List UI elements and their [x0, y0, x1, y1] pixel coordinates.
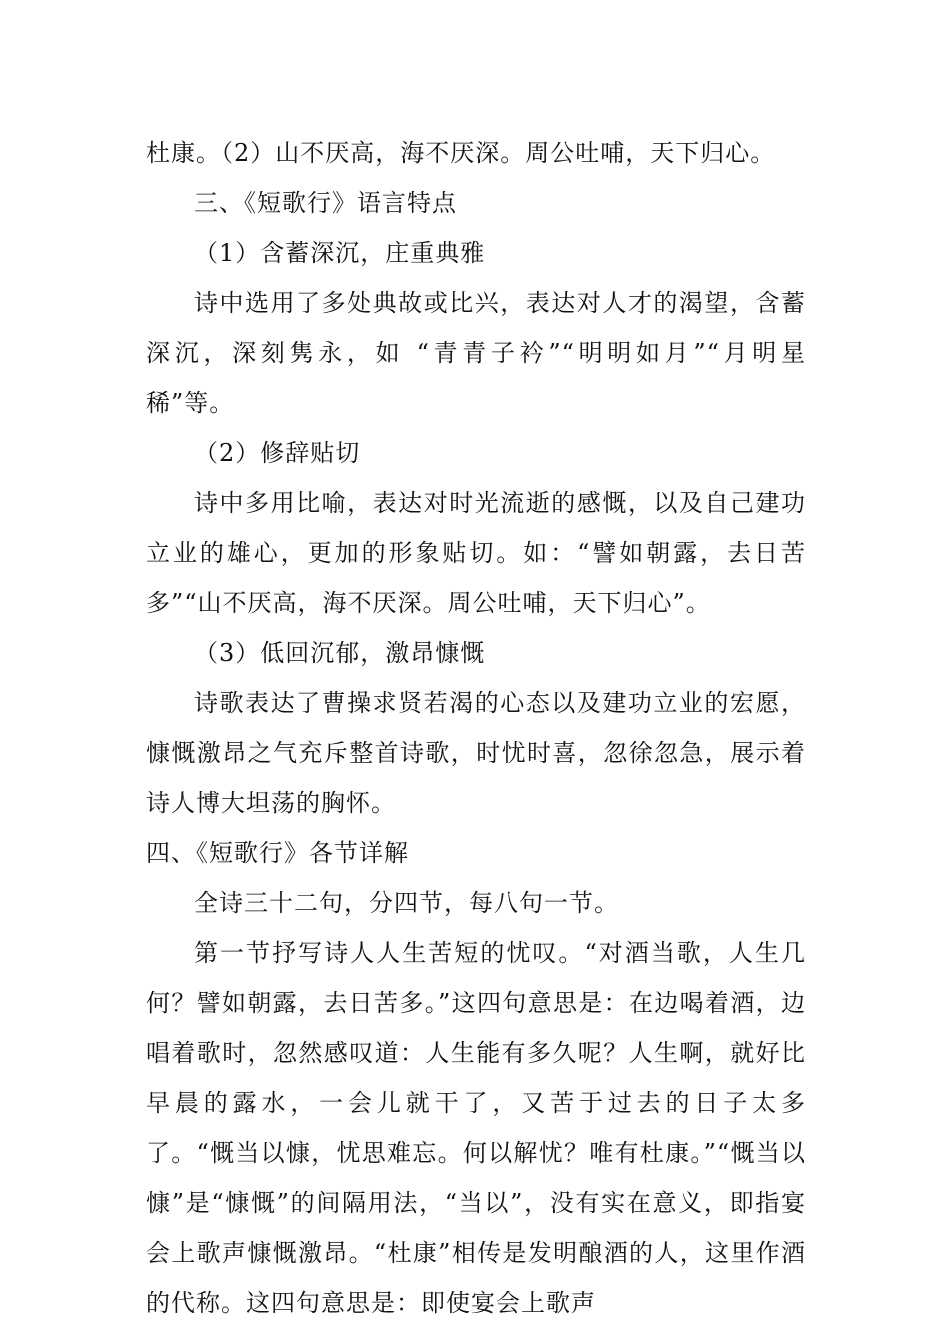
- subheading-2: （2）修辞贴切: [194, 439, 361, 467]
- subheading-1: （1）含蓄深沉，庄重典雅: [194, 239, 486, 267]
- paragraph-continuation: 杜康。（2）山不厌高，海不厌深。周公吐哺，天下归心。: [146, 139, 776, 167]
- paragraph-1: 诗中选用了多处典故或比兴，表达对人才的渴望，含蓄深沉，深刻隽永，如 “青青子衿”“明明如月”“月明星稀”等。: [146, 289, 806, 417]
- paragraph-2: 诗中多用比喻，表达对时光流逝的感慨，以及自己建功立业的雄心，更加的形象贴切。如：“譬如朝露，去日苦多”“山不厌高，海不厌深。周公吐哺，天下归心”。: [146, 489, 806, 617]
- paragraph-first-section: 第一节抒写诗人人生苦短的忧叹。“对酒当歌，人生几何？譬如朝露，去日苦多。”这四句意思是：在边喝着酒，边唱着歌时，忽然感叹道：人生能有多久呢？人生啊，就好比早晨的露水，一会儿就干了，又苦于过去的日子太多了。“慨当以慷，忧思难忘。何以解忧？唯有杜康。”“慨当以慷”是“慷慨”的间隔用法，“当以”，没有实在意义，即指宴会上歌声慷慨激昂。“杜康”相传是发明酿酒的人，这里作酒的代称。这四句意思是：即使宴会上歌声: [146, 939, 806, 1317]
- paragraph-overview: 全诗三十二句，分四节，每八句一节。: [194, 889, 619, 917]
- section-heading-detailed-explanation: 四、《短歌行》各节详解: [146, 839, 409, 867]
- document-body: [146, 128, 806, 1328]
- paragraph-3: 诗歌表达了曹操求贤若渴的心态以及建功立业的宏愿，慷慨激昂之气充斥整首诗歌，时忧时喜，忽徐忽急，展示着诗人博大坦荡的胸怀。: [146, 689, 806, 817]
- section-heading-language-features: 三、《短歌行》语言特点: [194, 189, 457, 217]
- subheading-3: （3）低回沉郁，激昂慷慨: [194, 639, 486, 667]
